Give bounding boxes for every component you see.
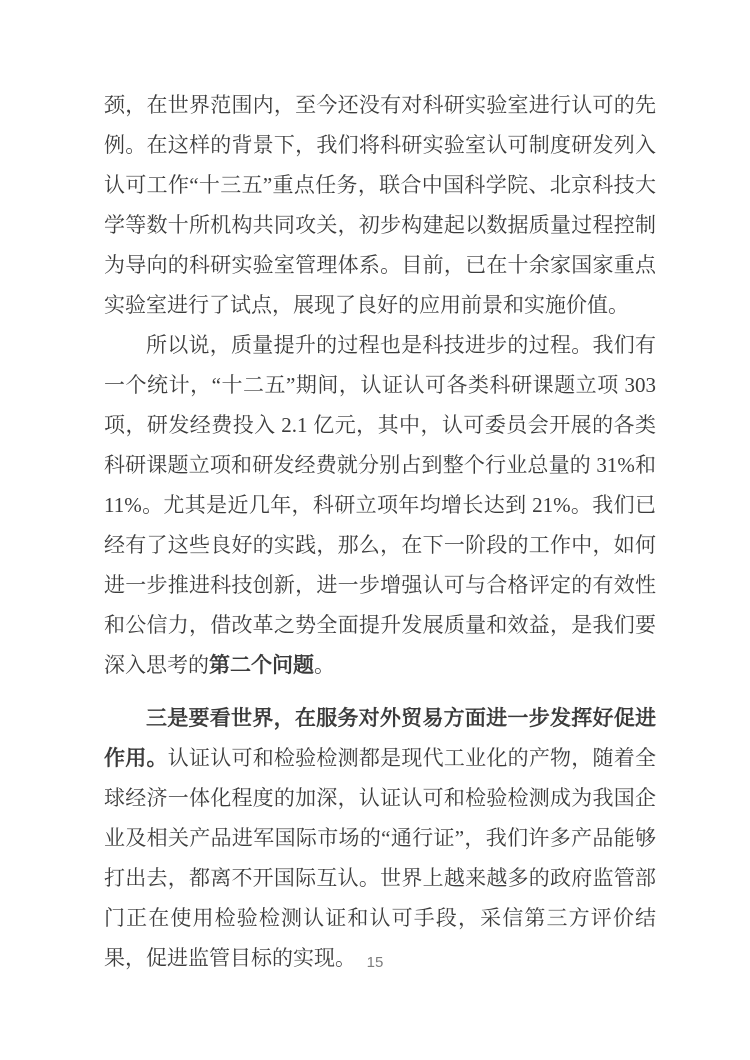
document-body	[104, 85, 656, 978]
paragraph-3	[104, 698, 656, 978]
paragraph-2	[104, 325, 656, 685]
paragraph-2-period: 。	[314, 653, 335, 677]
paragraph-3-bold-lead: 三是要看世界，在服务对外贸易方面进一步发挥好促进作用。	[104, 706, 656, 770]
paragraph-1	[104, 85, 656, 325]
paragraph-3-text: 认证认可和检验检测都是现代工业化的产物，随着全球经济一体化程度的加深，认证认可和检验检测成为我国企业及相关产品进军国际市场的“通行证”，我们许多产品能够打出去，都离不开国际互认。世界上越来越多的政府监管部门正在使用检验检测认证和认可手段，采信第三方评价结果，促进监管目标的实现。	[104, 746, 657, 970]
page-number: 15	[366, 954, 384, 971]
paragraph-1-text: 颈，在世界范围内，至今还没有对科研实验室进行认可的先例。在这样的背景下，我们将科研实验室认可制度研发列入认可工作“十三五”重点任务，联合中国科学院、北京科技大学等数十所机构共同攻关，初步构建起以数据质量过程控制为导向的科研实验室管理体系。目前，已在十余家国家重点实验室进行了试点，展现了良好的应用前景和实施价值。	[104, 93, 656, 317]
paragraph-2-text: 所以说，质量提升的过程也是科技进步的过程。我们有一个统计，“十二五”期间，认证认可各类科研课题立项 303 项，研发经费投入 2.1 亿元，其中，认可委员会开展的各类科研课题立项和研发经费就分别占到整个行业总量的 31%和 11%。尤其是近几年，科研立项年均增长达到 21%。我们已经有了这些良好的实践，那么，在下一阶段的工作中，如何进一步推进科技创新，进一步增强认可与合格评定的有效性和公信力，借改革之势全面提升发展质量和效益，是我们要深入思考的	[104, 333, 656, 677]
paragraph-2-bold-phrase: 第二个问题	[209, 653, 314, 677]
